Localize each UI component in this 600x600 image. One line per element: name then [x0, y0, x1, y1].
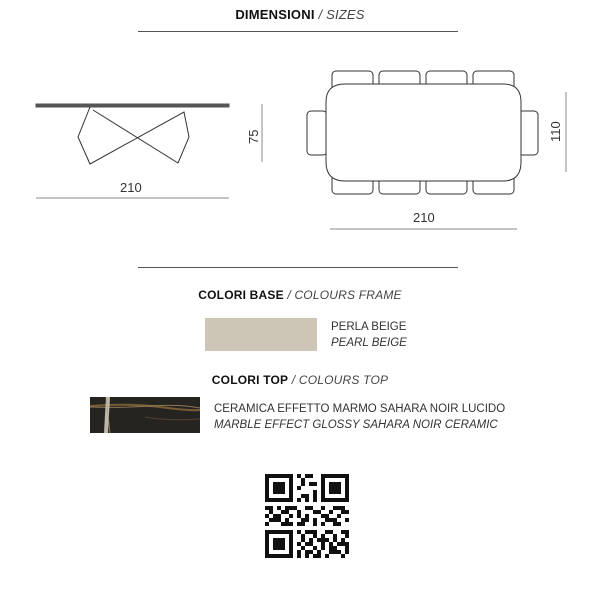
colours-top-title-en: COLOURS TOP	[298, 373, 389, 387]
colours-top-title-it: COLORI TOP	[211, 373, 289, 387]
frame-colour-name-en: PEARL BEIGE	[331, 337, 407, 349]
top-colour-name-it: CERAMICA EFFETTO MARMO SAHARA NOIR LUCIDO	[214, 403, 506, 415]
sizes-title-it: DIMENSIONI	[235, 7, 315, 22]
sizes-separator: /	[314, 7, 327, 22]
sizes-title-en: SIZES	[326, 7, 365, 22]
side-width-label: 210	[120, 180, 142, 195]
colours-top-heading	[0, 373, 600, 387]
top-colour-name	[214, 401, 505, 433]
side-height-label: 75	[246, 129, 261, 144]
top-colour-swatch	[90, 397, 200, 433]
colours-top-separator: /	[288, 373, 299, 387]
colours-frame-separator: /	[283, 288, 295, 302]
section-divider	[138, 267, 458, 268]
colours-frame-heading	[0, 288, 600, 302]
qr-code-icon[interactable]	[265, 474, 349, 558]
frame-colour-name-it: PERLA BEIGE	[331, 321, 407, 333]
top-colour-name-en: MARBLE EFFECT GLOSSY SAHARA NOIR CERAMIC	[214, 419, 498, 431]
chair-left-end	[307, 111, 327, 155]
colours-frame-title-it: COLORI BASE	[198, 288, 284, 302]
frame-colour-name	[331, 319, 407, 351]
top-view-tabletop	[326, 84, 521, 181]
top-width-label: 210	[413, 210, 435, 225]
colours-frame-title-en: COLOURS FRAME	[294, 288, 402, 302]
top-depth-label: 110	[548, 121, 563, 142]
frame-colour-swatch	[205, 318, 317, 351]
